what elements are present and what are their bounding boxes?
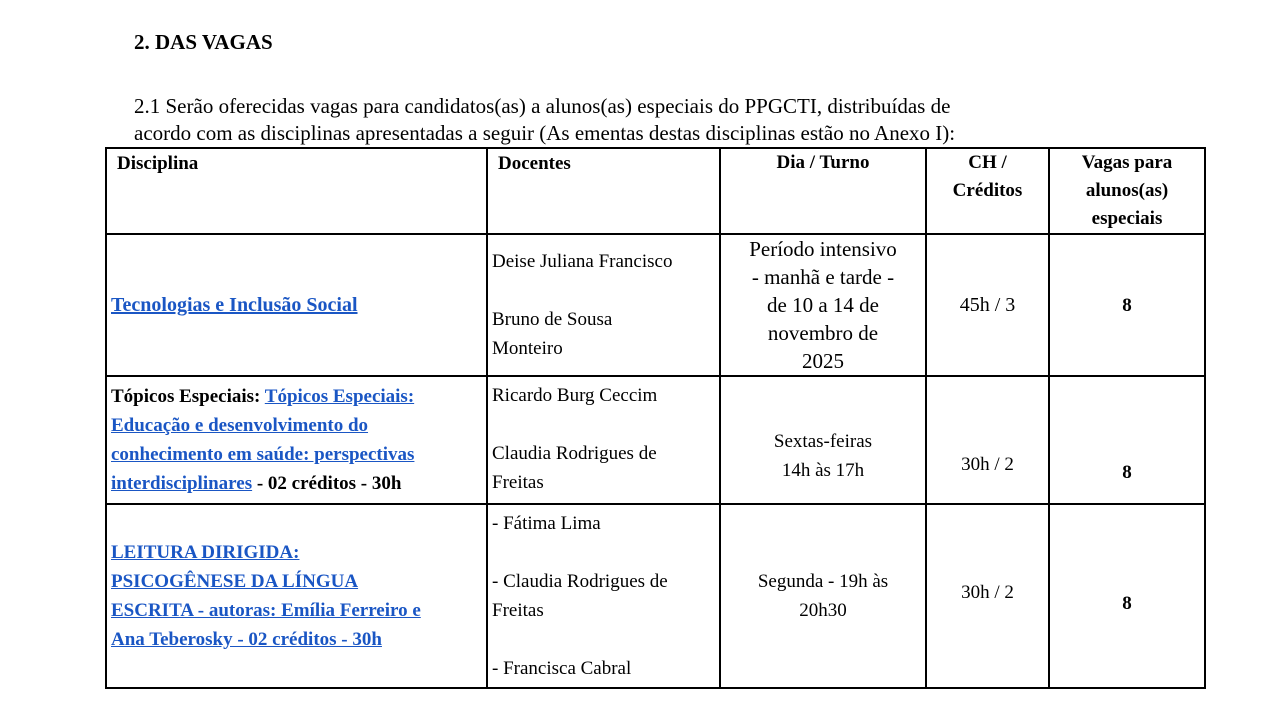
dia-turno-cell: Período intensivo - manhã e tarde - de 10 a 14 de novembro de 2025	[720, 234, 926, 376]
header-dia-turno: Dia / Turno	[720, 148, 926, 234]
disciplina-link-topicos-4[interactable]: interdisciplinares	[111, 473, 253, 494]
header-docentes: Docentes	[487, 148, 720, 234]
docentes-cell: - Fátima Lima - Claudia Rodrigues de Freitas - Francisca Cabral	[487, 504, 720, 688]
disciplina-cell	[106, 234, 487, 376]
vagas-cell: 8	[1049, 376, 1205, 504]
ch-cell: 45h / 3	[926, 234, 1049, 376]
dia-turno-cell: Sextas-feiras 14h às 17h	[720, 376, 926, 504]
disciplina-suffix: - 02 créditos - 30h	[252, 473, 402, 494]
disciplina-prefix: Tópicos Especiais:	[111, 386, 265, 407]
vagas-cell: 8	[1049, 504, 1205, 688]
table-row	[106, 234, 1205, 376]
disciplina-link-leitura-1[interactable]: LEITURA DIRIGIDA:	[111, 542, 300, 563]
table-row	[106, 504, 1205, 688]
disciplina-cell	[106, 504, 487, 688]
dia-turno-cell: Segunda - 19h às 20h30	[720, 504, 926, 688]
ch-cell: 30h / 2	[926, 504, 1049, 688]
table-header-row	[106, 148, 1205, 234]
disciplina-cell	[106, 376, 487, 504]
disciplina-link-leitura-4[interactable]: Ana Teberosky - 02 créditos - 30h	[111, 629, 382, 650]
docentes-cell: Deise Juliana Francisco Bruno de Sousa Monteiro	[487, 234, 720, 376]
table-row	[106, 376, 1205, 504]
disciplina-link-topicos-3[interactable]: conhecimento em saúde: perspectivas	[111, 444, 415, 465]
ch-cell: 30h / 2	[926, 376, 1049, 504]
header-disciplina: Disciplina	[106, 148, 487, 234]
disciplina-link-topicos-2[interactable]: Educação e desenvolvimento do	[111, 415, 369, 436]
vagas-cell: 8	[1049, 234, 1205, 376]
disciplina-link-leitura-3[interactable]: ESCRITA - autoras: Emília Ferreiro e	[111, 600, 421, 621]
intro-paragraph	[134, 93, 1134, 147]
section-title: 2. DAS VAGAS	[134, 30, 273, 54]
docentes-cell: Ricardo Burg Ceccim Claudia Rodrigues de Freitas	[487, 376, 720, 504]
header-vagas: Vagas para alunos(as) especiais	[1049, 148, 1205, 234]
intro-line-2: acordo com as disciplinas apresentadas a seguir (As ementas destas disciplinas estão no Anexo I):	[134, 121, 956, 145]
disciplina-link-tecnologias[interactable]: Tecnologias e Inclusão Social	[111, 293, 358, 316]
disciplina-link-topicos-1[interactable]: Tópicos Especiais:	[264, 386, 415, 407]
disciplina-link-leitura-2[interactable]: PSICOGÊNESE DA LÍNGUA	[111, 571, 359, 592]
header-ch-creditos: CH / Créditos	[926, 148, 1049, 234]
vagas-table	[105, 147, 1206, 689]
intro-line-1: 2.1 Serão oferecidas vagas para candidatos(as) a alunos(as) especiais do PPGCTI, distribuídas de	[134, 94, 951, 118]
